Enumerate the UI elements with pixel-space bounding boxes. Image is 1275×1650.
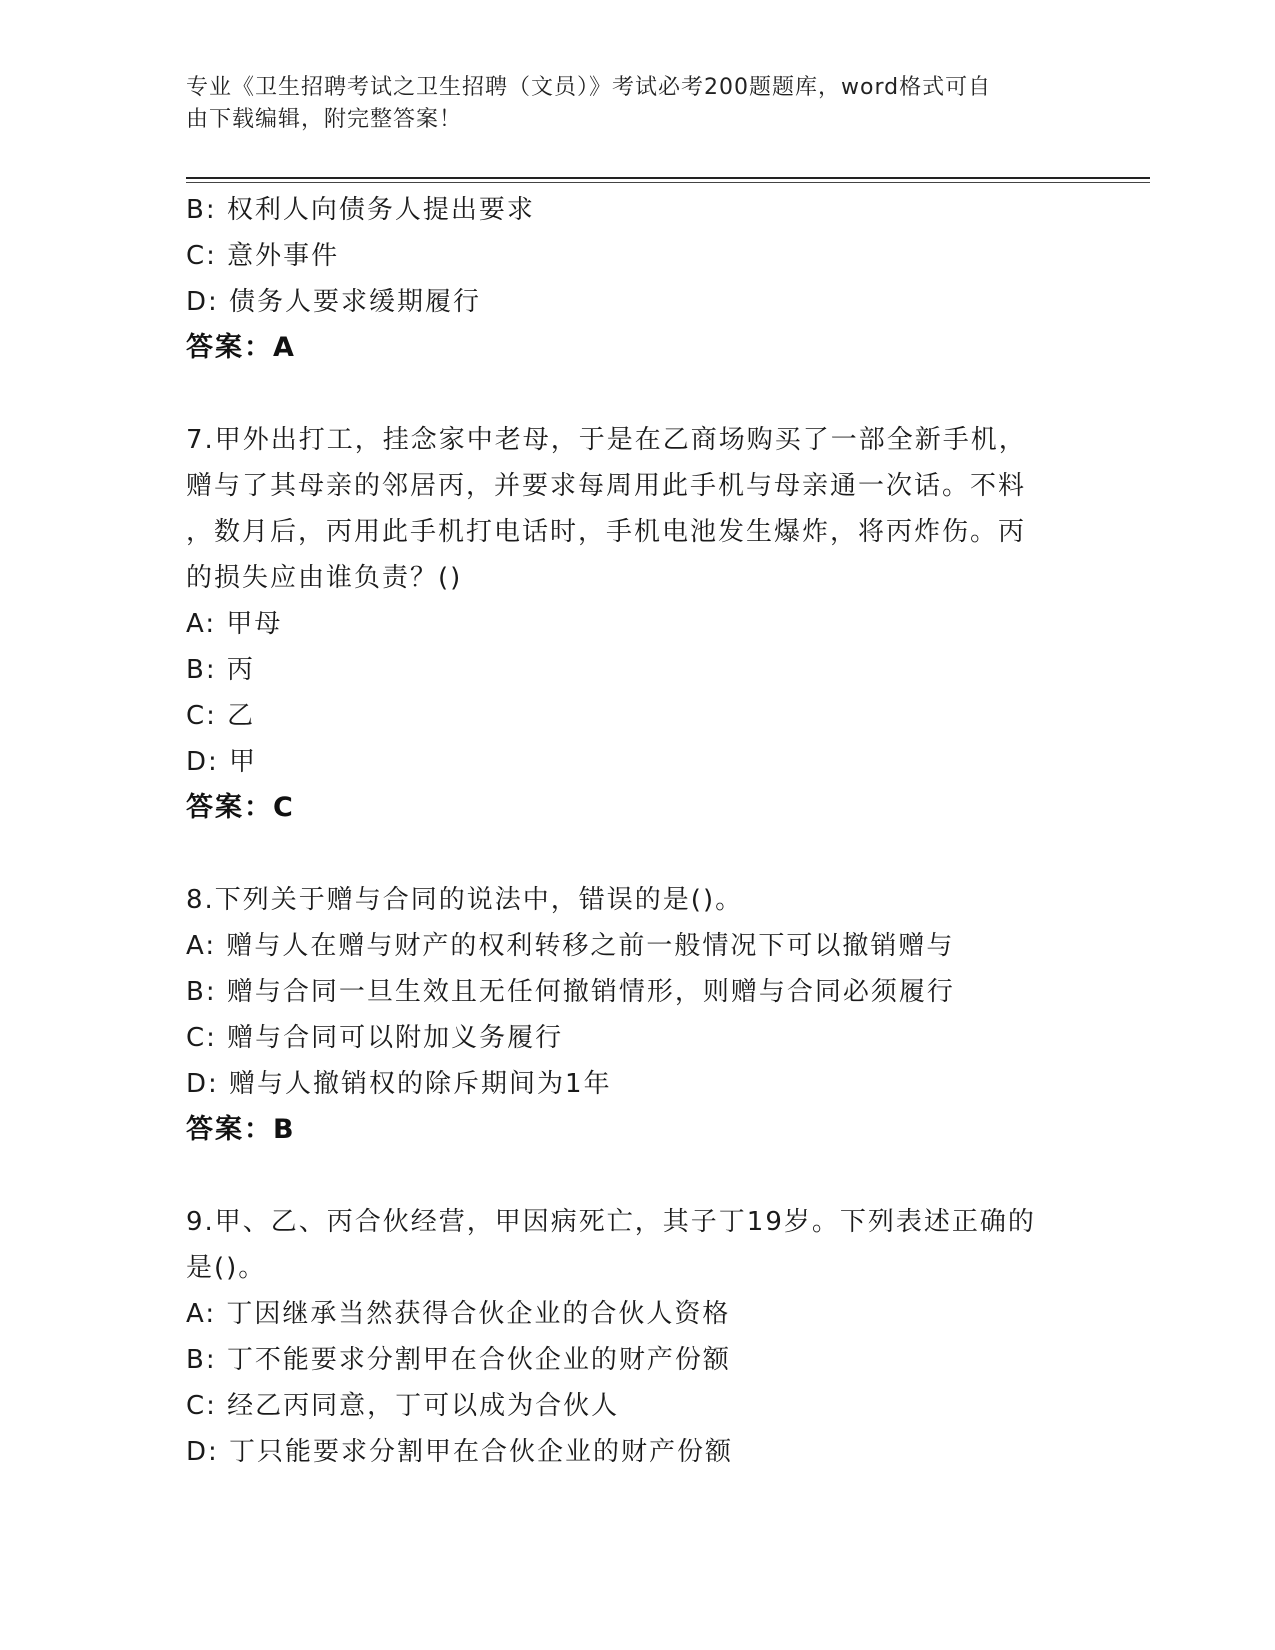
option-a: A: 赠与人在赠与财产的权利转移之前一般情况下可以撤销赠与 xyxy=(186,931,955,961)
question-text-line: 9.甲、乙、丙合伙经营，甲因病死亡，其子丁19岁。下列表述正确的 xyxy=(186,1207,1036,1237)
option-d: D: 债务人要求缓期履行 xyxy=(186,287,482,317)
question-text-line: 8.下列关于赠与合同的说法中，错误的是()。 xyxy=(186,885,744,915)
option-a: A: 甲母 xyxy=(186,609,283,639)
question-9 xyxy=(186,1199,1086,1475)
header-rule-thick xyxy=(186,177,1150,179)
answer-label: 答案：A xyxy=(186,332,296,363)
question-7 xyxy=(186,417,1086,831)
option-c: C: 赠与合同可以附加义务履行 xyxy=(186,1023,564,1053)
question-8 xyxy=(186,877,1086,1153)
option-d: D: 丁只能要求分割甲在合伙企业的财产份额 xyxy=(186,1437,734,1467)
question-spacer xyxy=(186,831,1086,877)
answer-label: 答案：B xyxy=(186,1114,296,1145)
question-text-line: 赠与了其母亲的邻居丙，并要求每周用此手机与母亲通一次话。不料 xyxy=(186,471,1027,501)
option-b: B: 丁不能要求分割甲在合伙企业的财产份额 xyxy=(186,1345,731,1375)
document-body xyxy=(186,187,1086,1475)
header-line-1: 专业《卫生招聘考试之卫生招聘（文员）》考试必考200题题库，word格式可自 xyxy=(186,75,992,100)
question-6-continued xyxy=(186,187,1086,371)
option-d: D: 赠与人撤销权的除斥期间为1年 xyxy=(186,1069,612,1099)
header-line-2: 由下载编辑，附完整答案！ xyxy=(186,107,463,132)
option-a: A: 丁因继承当然获得合伙企业的合伙人资格 xyxy=(186,1299,731,1329)
answer-label: 答案：C xyxy=(186,792,295,823)
option-b: B: 丙 xyxy=(186,655,255,685)
option-c: C: 乙 xyxy=(186,701,256,731)
option-b: B: 权利人向债务人提出要求 xyxy=(186,195,535,225)
header-rule-thin xyxy=(186,182,1150,183)
question-text-line: 7.甲外出打工，挂念家中老母，于是在乙商场购买了一部全新手机， xyxy=(186,425,1027,455)
question-text-line: ，数月后，丙用此手机打电话时，手机电池发生爆炸，将丙炸伤。丙 xyxy=(186,517,1027,547)
option-c: C: 意外事件 xyxy=(186,241,340,271)
option-b: B: 赠与合同一旦生效且无任何撤销情形，则赠与合同必须履行 xyxy=(186,977,955,1007)
question-spacer xyxy=(186,371,1086,417)
option-c: C: 经乙丙同意，丁可以成为合伙人 xyxy=(186,1391,620,1421)
question-spacer xyxy=(186,1153,1086,1199)
document-header xyxy=(186,72,1066,136)
question-text-line: 是()。 xyxy=(186,1253,267,1283)
option-d: D: 甲 xyxy=(186,747,258,777)
question-text-line: 的损失应由谁负责？() xyxy=(186,563,463,593)
